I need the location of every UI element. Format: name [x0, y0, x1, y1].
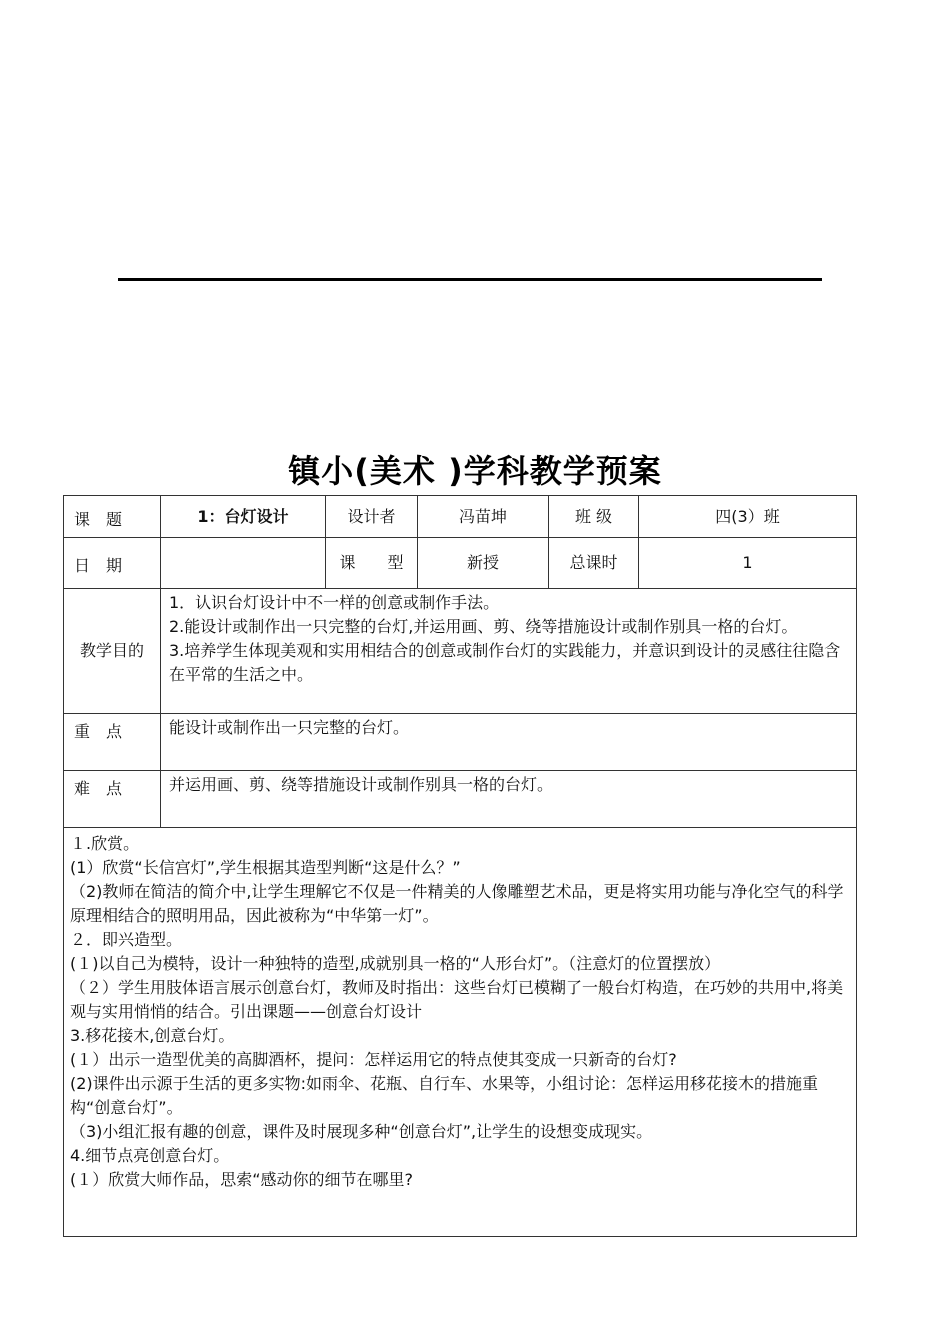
- process-line: １.欣赏。: [70, 834, 140, 853]
- date-label: 日 期: [64, 538, 161, 589]
- process-line: （2)教师在简洁的简介中,让学生理解它不仅是一件精美的人像雕塑艺术品，更是将实用功能与净化空气的科学原理相结合的照明用品，因此被称为“中华第一灯”。: [70, 882, 844, 925]
- process-line: (１）出示一造型优美的高脚酒杯，提问：怎样运用它的特点使其变成一只新奇的台灯?: [70, 1050, 677, 1069]
- document-title: 镇小(美术 )学科教学预案: [288, 452, 662, 490]
- table-row: [64, 589, 857, 714]
- table-row: [64, 828, 857, 1237]
- goal-line: 1．认识台灯设计中不一样的创意或制作手法。: [169, 593, 500, 612]
- type-value: 新授: [418, 538, 549, 589]
- goal-line: 2.能设计或制作出一只完整的台灯,并运用画、剪、绕等措施设计或制作别具一格的台灯。: [169, 617, 798, 636]
- goals-label: 教学目的: [64, 589, 161, 714]
- table-row: [64, 771, 857, 828]
- process-line: （２）学生用肢体语言展示创意台灯，教师及时指出：这些台灯已模糊了一般台灯构造，在巧妙的共用中,将美观与实用悄悄的结合。引出课题——创意台灯设计: [70, 978, 844, 1021]
- process-line: (１)以自己为模特，设计一种独特的造型,成就别具一格的“人形台灯”。（注意灯的位置摆放）: [70, 954, 721, 973]
- process-line: (2)课件出示源于生活的更多实物:如雨伞、花瓶、自行车、水果等，小组讨论：怎样运用移花接木的措施重构“创意台灯”。: [70, 1074, 819, 1117]
- difficulty-label: 难 点: [64, 771, 161, 828]
- date-value: [161, 538, 326, 589]
- process-line: （3)小组汇报有趣的创意，课件及时展现多种“创意台灯”,让学生的设想变成现实。: [70, 1122, 653, 1141]
- topic-value: 1：台灯设计: [161, 496, 326, 538]
- header-rule: [118, 278, 822, 281]
- type-label: 课 型: [326, 538, 418, 589]
- class-value: 四(3）班: [639, 496, 857, 538]
- goal-line: 3.培养学生体现美观和实用相结合的创意或制作台灯的实践能力，并意识到设计的灵感往往隐含在平常的生活之中。: [169, 641, 841, 684]
- table-row: [64, 496, 857, 538]
- class-label: 班 级: [549, 496, 639, 538]
- difficulty-value: 并运用画、剪、绕等措施设计或制作别具一格的台灯。: [161, 771, 857, 828]
- table-row: [64, 538, 857, 589]
- topic-label: 课 题: [64, 496, 161, 538]
- designer-value: 冯苗坤: [418, 496, 549, 538]
- hours-value: 1: [639, 538, 857, 589]
- goals-content: [161, 589, 857, 714]
- process-line: 4.细节点亮创意台灯。: [70, 1146, 230, 1165]
- process-line: (1）欣赏“长信宫灯”,学生根据其造型判断“这是什么？”: [70, 858, 461, 877]
- key-point-value: 能设计或制作出一只完整的台灯。: [161, 714, 857, 771]
- process-content: [64, 828, 857, 1237]
- process-line: (１）欣赏大师作品，思索“感动你的细节在哪里?: [70, 1170, 414, 1189]
- process-line: 3.移花接木,创意台灯。: [70, 1026, 235, 1045]
- designer-label: 设计者: [326, 496, 418, 538]
- process-line: ２．即兴造型。: [70, 930, 183, 949]
- key-point-label: 重 点: [64, 714, 161, 771]
- table-row: [64, 714, 857, 771]
- hours-label: 总课时: [549, 538, 639, 589]
- lesson-plan-table: [63, 495, 857, 1237]
